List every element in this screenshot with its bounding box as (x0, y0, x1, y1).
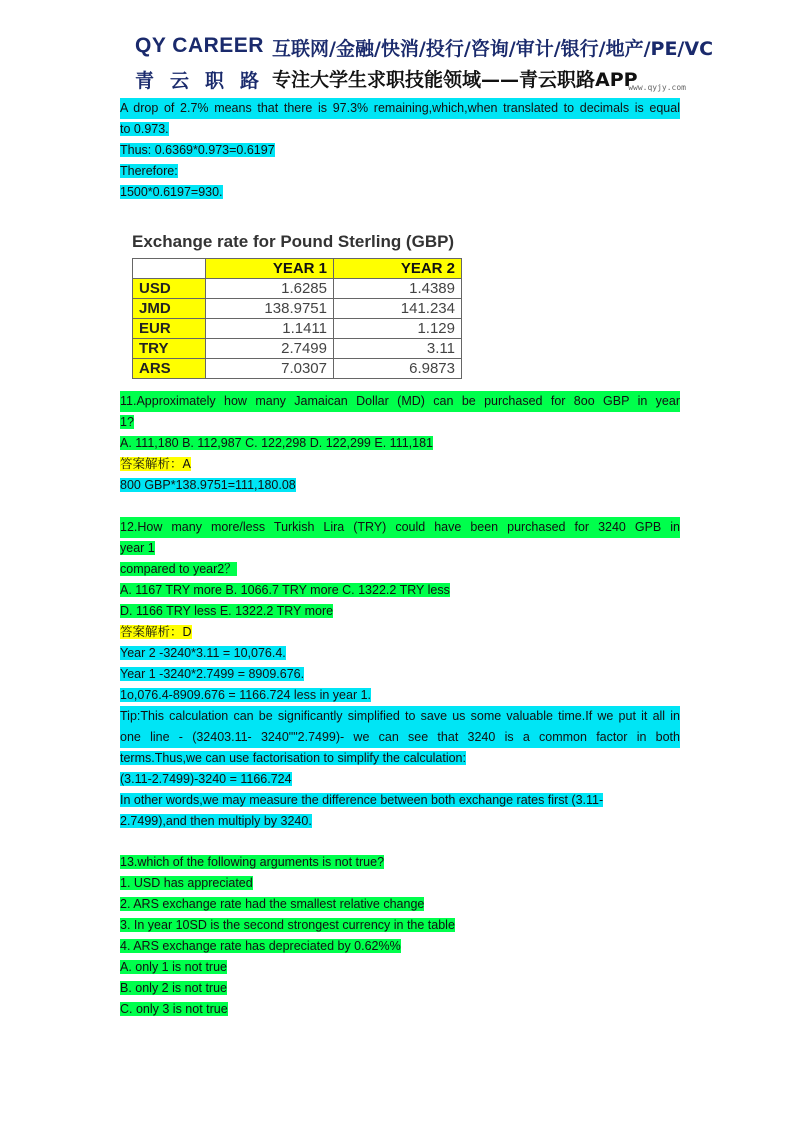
rate-year1: 2.7499 (206, 339, 334, 359)
exchange-rate-table (132, 232, 477, 379)
rate-year1: 7.0307 (206, 359, 334, 379)
rate-year2: 141.234 (334, 299, 462, 319)
table-row (133, 279, 462, 299)
column-header: YEAR 2 (334, 259, 462, 279)
explanation-line: Year 1 -3240*2.7499 = 8909.676. (120, 667, 305, 681)
table-row (133, 339, 462, 359)
table-title: Exchange rate for Pound Sterling (GBP) (132, 232, 455, 251)
table-row (133, 319, 462, 339)
logo-english: QY CAREER (135, 34, 264, 57)
statement: 4. ARS exchange rate has depreciated by 0.62%% (120, 939, 401, 953)
rate-year1: 1.1411 (206, 319, 334, 339)
question-11 (120, 391, 680, 496)
answer-option: C. only 3 is not true (120, 1002, 228, 1016)
statement: 2. ARS exchange rate had the smallest relative change (120, 897, 425, 911)
table-row (133, 359, 462, 379)
intro-line: to 0.973. (120, 122, 169, 136)
explanation-line: 2.7499),and then multiply by 3240. (120, 814, 312, 828)
answer-options: A. 111,180 B. 112,987 C. 122,298 D. 122,299 E. 111,181 (120, 436, 433, 450)
answer-options: D. 1166 TRY less E. 1322.2 TRY more (120, 604, 334, 618)
header-watermark: www.qyjy.com (628, 83, 686, 92)
question-text: compared to year2？ (120, 562, 237, 576)
question-13 (120, 852, 680, 1020)
table-row (133, 299, 462, 319)
rate-year2: 1.4389 (334, 279, 462, 299)
statement: 1. USD has appreciated (120, 876, 253, 890)
answer-key: 答案解析：A (120, 457, 191, 471)
rate-year1: 138.9751 (206, 299, 334, 319)
currency-label: ARS (133, 359, 206, 379)
intro-line: Therefore: (120, 164, 178, 178)
intro-line: Thus: 0.6369*0.973=0.6197 (120, 143, 275, 157)
question-12 (120, 517, 680, 832)
table-header-row (133, 259, 462, 279)
rate-year2: 3.11 (334, 339, 462, 359)
question-text: year 1 (120, 541, 155, 555)
header-tagline-app: 专注大学生求职技能领域——青云职路APP (272, 69, 638, 91)
answer-options: A. 1167 TRY more B. 1066.7 TRY more C. 1322.2 TRY less (120, 583, 450, 597)
table-corner-cell (133, 259, 206, 279)
column-header: YEAR 1 (206, 259, 334, 279)
explanation-line: one line - (32403.11- 3240""2.7499)- we can see that 3240 is a common factor in both (120, 727, 680, 748)
explanation-line: In other words,we may measure the difference between both exchange rates first (3.11- (120, 793, 604, 807)
header-tagline-industries: 互联网/金融/快消/投行/咨询/审计/银行/地产/PE/VC (272, 38, 714, 60)
rate-year2: 6.9873 (334, 359, 462, 379)
explanation-line: (3.11-2.7499)-3240 = 1166.724 (120, 772, 292, 786)
explanation-line: 1o,076.4-8909.676 = 1166.724 less in year 1. (120, 688, 372, 702)
explanation-line: terms.Thus,we can use factorisation to simplify the calculation: (120, 751, 466, 765)
explanation-line: Tip:This calculation can be significantly simplified to save us some valuable time.If we put it all in (120, 706, 680, 727)
question-text: 13.which of the following arguments is not true? (120, 855, 385, 869)
question-text: 11.Approximately how many Jamaican Dollar (MD) can be purchased for 8oo GBP in year (120, 391, 680, 412)
rate-year2: 1.129 (334, 319, 462, 339)
document-body (120, 98, 680, 203)
currency-label: EUR (133, 319, 206, 339)
question-text: 12.How many more/less Turkish Lira (TRY) could have been purchased for 3240 GPB in (120, 517, 680, 538)
explanation-line: 800 GBP*138.9751=111,180.08 (120, 478, 296, 492)
rates-table (132, 258, 462, 379)
rate-year1: 1.6285 (206, 279, 334, 299)
answer-key: 答案解析：D (120, 625, 192, 639)
logo-chinese: 青云职路 (135, 70, 276, 92)
explanation-line: Year 2 -3240*3.11 = 10,076.4. (120, 646, 286, 660)
answer-option: B. only 2 is not true (120, 981, 228, 995)
answer-option: A. only 1 is not true (120, 960, 228, 974)
currency-label: TRY (133, 339, 206, 359)
intro-line: A drop of 2.7% means that there is 97.3% remaining,which,when translated to decimals is equal (120, 98, 680, 119)
statement: 3. In year 10SD is the second strongest currency in the table (120, 918, 455, 932)
question-text: 1? (120, 415, 134, 429)
currency-label: JMD (133, 299, 206, 319)
currency-label: USD (133, 279, 206, 299)
page-header (120, 28, 714, 94)
intro-line: 1500*0.6197=930. (120, 185, 223, 199)
